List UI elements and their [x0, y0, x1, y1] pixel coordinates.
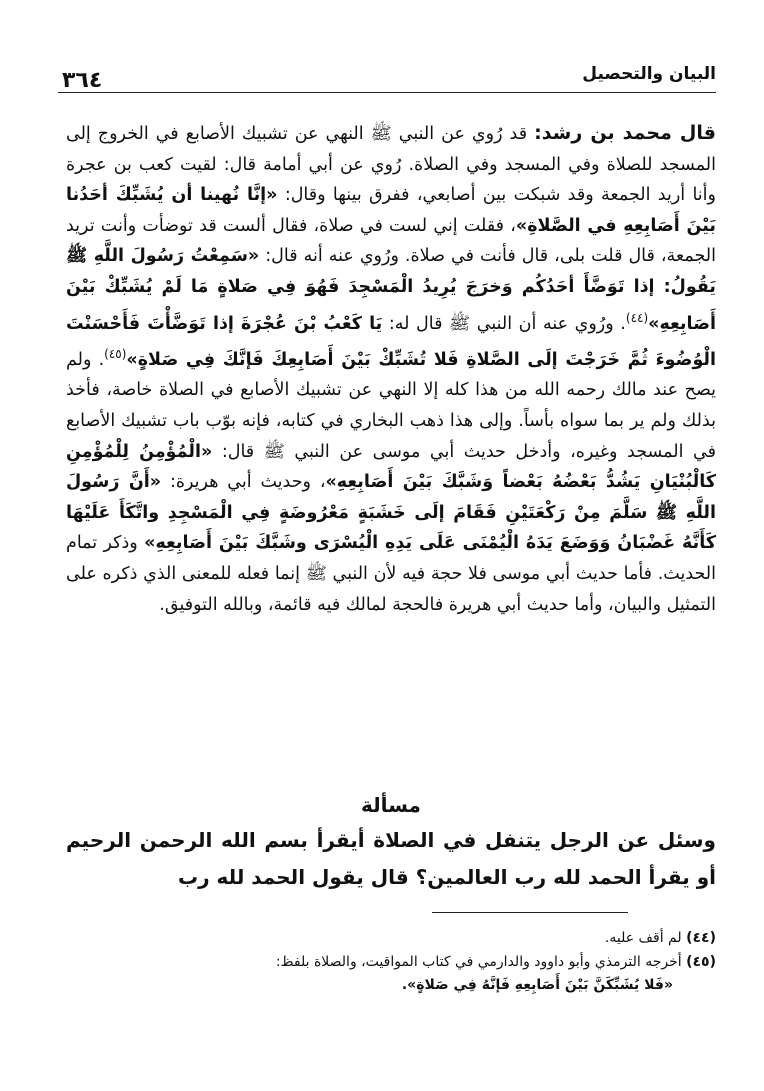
body-text-segment: وذكر تمام الحديث. فأما حديث أبي موسى فلا حجة فيه لأن النبي ﷺ إنما فعله للمعنى الذي ذكره على التمثيل والبيان، وأما حديث أبي هريرة فالحجة لمالك فيه قائمة، وبالله التوفيق.: [66, 533, 716, 615]
footnote-text: لم أقف عليه.: [604, 930, 682, 946]
book-title: البيان والتحصيل: [582, 64, 716, 84]
page-number: ٣٦٤: [62, 68, 103, 93]
section-heading: مسألة: [361, 793, 421, 817]
speaker-label: قال محمد بن رشد:: [534, 122, 716, 144]
body-text-segment: قد رُوي عن النبي ﷺ النهي عن تشبيك الأصابع في الخروج إلى المسجد للصلاة وفي المسجد وفي الصلاة. رُوي عن أبي أمامة قال: لقيت كعب بن عجرة وأنا أريد الجمعة وقد شبكت بين أصابعي، ففرق بينها وقال:: [66, 124, 716, 206]
footnote-number: (٤٤): [686, 930, 716, 946]
body-text-segment: . ورُوي عنه أن النبي ﷺ قال له:: [388, 313, 626, 334]
body-text-segment: ، وحديث أبي هريرة:: [169, 472, 326, 493]
footnote-divider: [432, 912, 628, 913]
footnote-reference: (٤٤): [625, 310, 649, 325]
footnote-text: أخرجه الترمذي وأبو داوود والدارمي في كتاب المواقيت، والصلاة بلفظ:: [275, 953, 682, 970]
footnote-number: (٤٥): [686, 953, 716, 970]
hadith-quote: «أَنَّ رَسُولَ اللَّهِ ﷺ سَلَّمَ مِنْ رَكْعَتَيْنِ فَقَامَ إلَى خَشَبَةٍ مَعْرُوضَةٍ فِي الْمَسْجِدِ واتَّكَأَ عَلَيْهَا كَأَنَّهُ غَضْبَانُ وَوَضَعَ يَدَهُ الْيُمْنَى عَلَى يَدِهِ الْيُسْرَى وشَبَّكَ بَيْنَ أَصَابِعِهِ»: [66, 472, 716, 554]
footnote-quote: «فَلا يُشَبِّكَنَّ بَيْنَ أَصَابِعِهِ فَإنَّهُ فِي صَلاةٍ».: [401, 977, 673, 993]
hadith-quote: «سَمِعْتُ رَسُولَ اللَّهِ ﷺ يَقُولُ: إذا تَوَضَّأَ أحَدُكُم وَخرَجَ يُرِيدُ الْمَسْجِدَ فَهُوَ فِي صَلاةٍ مَا لَمْ يُشَبِّكْ بَيْنَ أَصَابِعِهِ»: [66, 246, 716, 334]
footnote-item: [66, 927, 716, 951]
hadith-quote: «الْمُؤْمِنُ لِلْمُؤْمِنِ كَالْبُنْيَانِ يَشُدُّ بَعْضُهُ بَعْضاً وَشَبَّكَ بَيْنَ أَصَابِعِهِ»: [66, 441, 716, 493]
footnotes-block: [66, 927, 716, 998]
commentary-body: [66, 118, 716, 620]
question-paragraph: وسئل عن الرجل يتنفل في الصلاة أيقرأ بسم الله الرحمن الرحيم أو يقرأ الحمد لله رب العالمين؟ قال يقول الحمد لله رب: [66, 828, 716, 889]
footnote-reference: (٤٥): [104, 346, 127, 361]
hadith-quote: يَا كَعْبُ بْنَ عُجْرَةَ إذا تَوَضَّأْتَ فَأَحْسَنْتَ الْوُضُوءَ ثُمَّ خَرَجْتَ إلَى الصَّلاةِ فَلا تُشَبِّكْ بَيْنَ أَصَابِعِكَ فَإنَّكَ فِي صَلاةٍ»: [66, 313, 716, 370]
hadith-quote: «إنَّا نُهينا أن يُشَبِّكَ أحَدُنا بَيْنَ أَصَابِعِهِ في الصَّلاةِ»: [66, 185, 717, 236]
body-text-segment: ، فقلت إني لست في صلاة، فقال ألست قد توضأت وأنت تريد الجمعة، قال قلت بلى، قال فأنت في صلاة. ورُوي عنه أنه قال:: [66, 215, 716, 267]
running-header: [58, 58, 716, 93]
body-text-segment: . ولم يصح عند مالك رحمه الله من هذا كله إلا النهي عن تشبيك الأصابع في الصلاة خاصة، فأخذ بذلك ولم ير بما سواه بأساً. وإلى هذا ذهب البخاري في كتابه، فإنه بوّب باب تشبيك الأصابع في المسجد وغيره، وأدخل حديث أبي موسى عن النبي ﷺ قال:: [66, 349, 716, 462]
commentary-paragraph: [66, 118, 716, 620]
footnote-item: [66, 951, 716, 998]
